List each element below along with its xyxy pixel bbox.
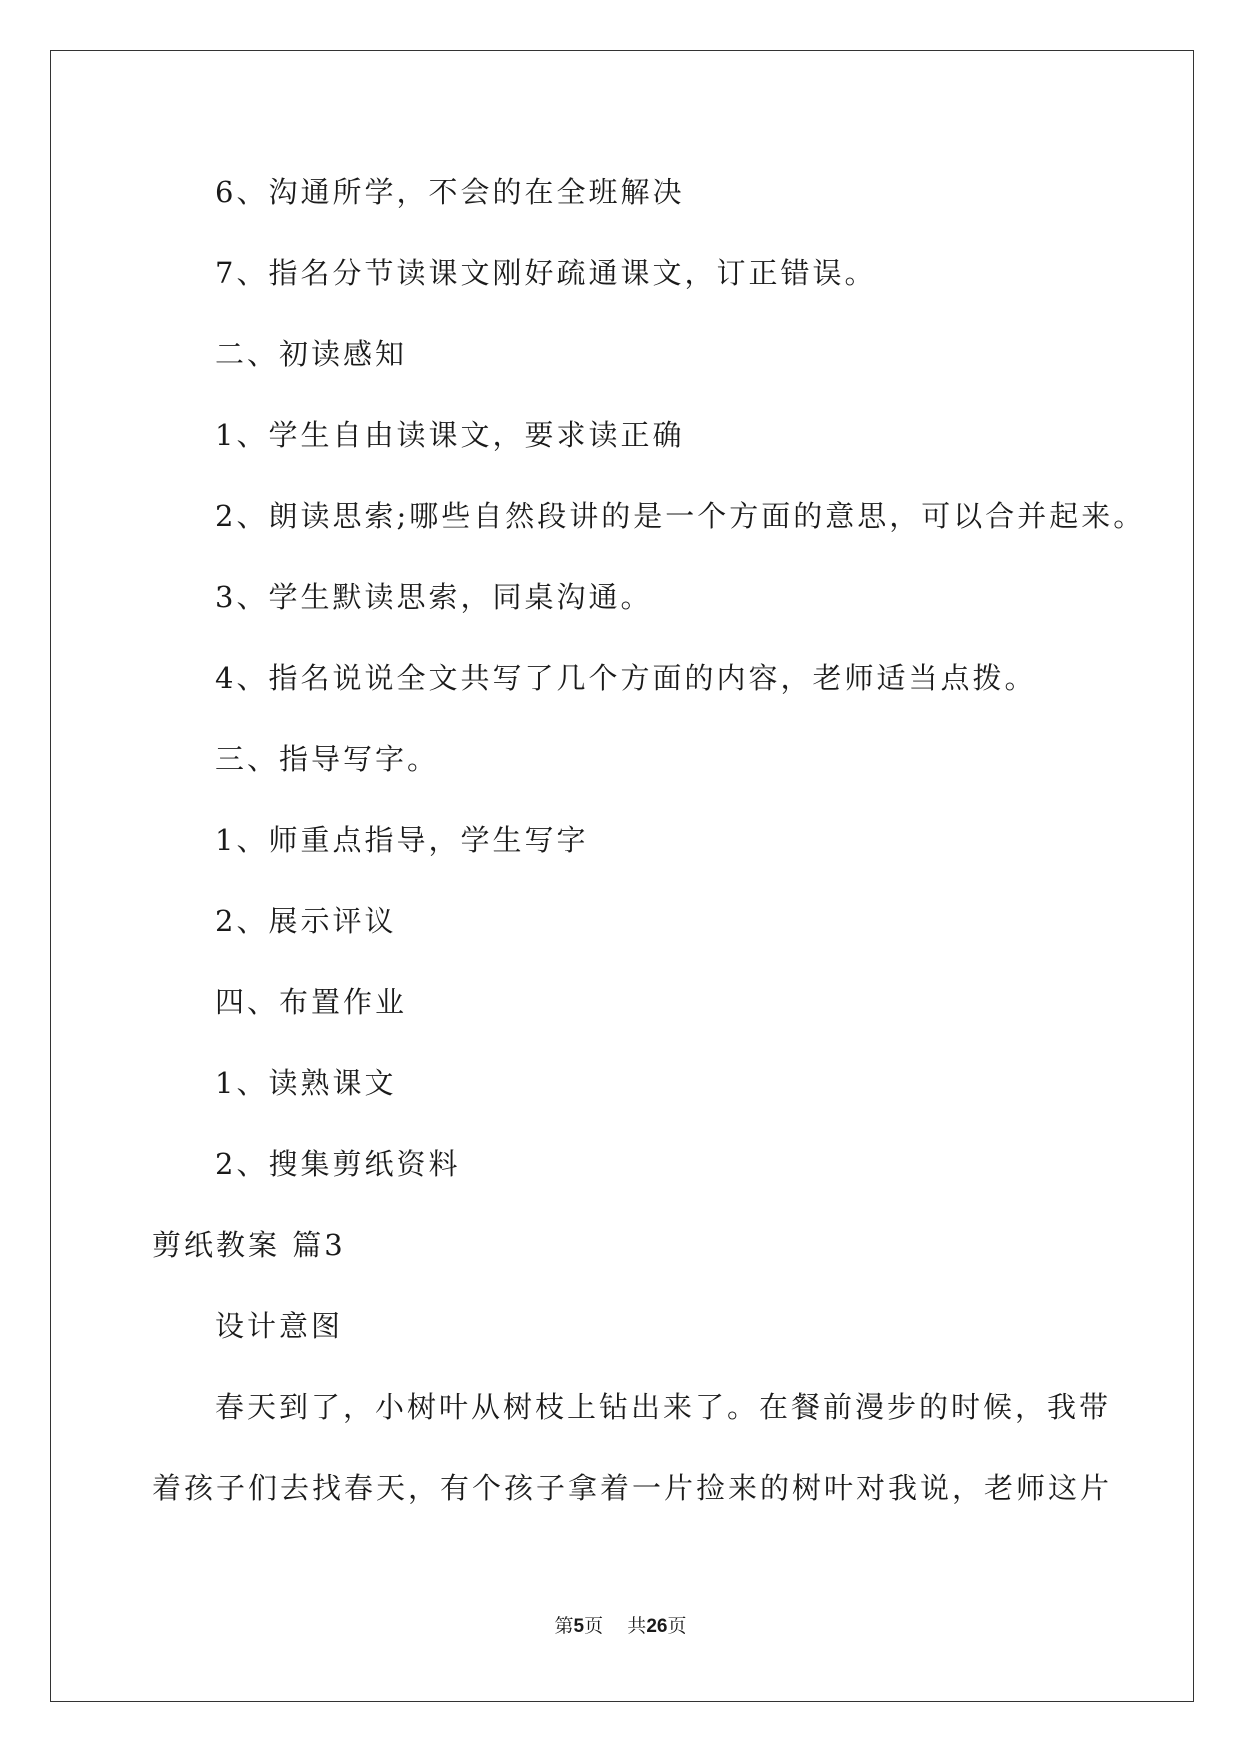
- list-item: 3、学生默读思索，同桌沟通。: [215, 580, 653, 614]
- list-item: 1、学生自由读课文，要求读正确: [215, 418, 685, 452]
- footer-total-prefix: 共: [627, 1615, 647, 1637]
- footer-total-suffix: 页: [667, 1615, 687, 1637]
- footer-page-suffix: 页: [584, 1615, 604, 1637]
- list-item: 7、指名分节读课文刚好疏通课文，订正错误。: [215, 256, 877, 290]
- paragraph-line: 着孩子们去找春天，有个孩子拿着一片捡来的树叶对我说，老师这片: [152, 1471, 1113, 1505]
- list-item: 1、读熟课文: [215, 1066, 397, 1100]
- footer-total-pages: 26: [646, 1616, 668, 1637]
- list-item: 4、指名说说全文共写了几个方面的内容，老师适当点拨。: [215, 661, 1037, 695]
- footer-page-number: 5: [573, 1616, 585, 1637]
- article-title: 剪纸教案 篇3: [152, 1228, 346, 1262]
- list-item: 2、搜集剪纸资料: [215, 1147, 461, 1181]
- list-item: 1、师重点指导，学生写字: [215, 823, 589, 857]
- subsection-heading: 设计意图: [215, 1309, 344, 1343]
- list-item: 6、沟通所学，不会的在全班解决: [215, 175, 685, 209]
- list-item: 2、展示评议: [215, 904, 397, 938]
- page-footer: [0, 1614, 1241, 1639]
- page-border: [50, 50, 1194, 1702]
- paragraph-line: 春天到了，小树叶从树枝上钻出来了。在餐前漫步的时候，我带: [215, 1390, 1112, 1424]
- list-item: 2、朗读思索;哪些自然段讲的是一个方面的意思，可以合并起来。: [215, 499, 1146, 533]
- section-heading: 二、初读感知: [215, 337, 408, 371]
- footer-page-prefix: 第: [554, 1615, 574, 1637]
- section-heading: 四、布置作业: [215, 985, 408, 1019]
- section-heading: 三、指导写字。: [215, 742, 440, 776]
